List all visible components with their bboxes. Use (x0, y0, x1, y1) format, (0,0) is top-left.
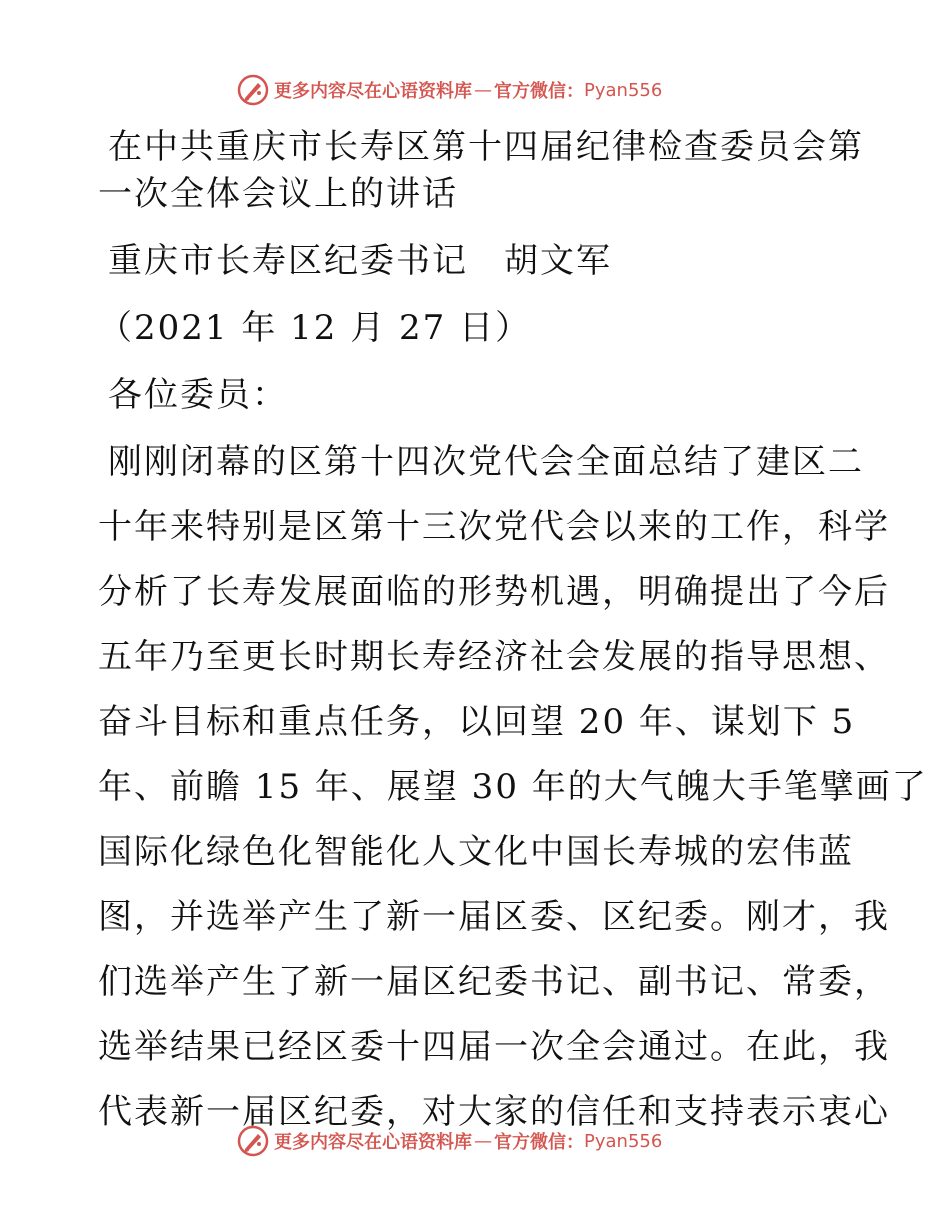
pen-logo-icon (236, 73, 270, 107)
body-line: 选举结果已经区委十四届一次全会通过。在此，我 (98, 1027, 890, 1067)
body-line: 们选举产生了新一届区纪委书记、副书记、常委， (98, 962, 890, 1002)
watermark-separator: — (474, 79, 492, 101)
body-line: 刚刚闭幕的区第十四次党代会全面总结了建区二 (108, 442, 864, 482)
body-line: 奋斗目标和重点任务，以回望 20 年、谋划下 5 (98, 702, 856, 742)
body-line: 五年乃至更长时期长寿经济社会发展的指导思想、 (98, 637, 890, 677)
body-line: 代表新一届区纪委，对大家的信任和支持表示衷心 (98, 1092, 890, 1132)
watermark-label: 官方微信： (494, 81, 584, 102)
watermark-footer (236, 1123, 662, 1159)
salutation: 各位委员： (108, 375, 288, 415)
title-line-1: 在中共重庆市长寿区第十四届纪律检查委员会第 (108, 127, 864, 167)
title-line-2: 一次全体会议上的讲话 (98, 174, 458, 214)
speaker: 重庆市长寿区纪委书记 胡文军 (108, 241, 612, 281)
watermark-label: 官方微信： (494, 1132, 584, 1153)
body-line: 十年来特别是区第十三次党代会以来的工作，科学 (98, 507, 890, 547)
watermark-text: 更多内容尽在心语资料库 (274, 81, 472, 102)
body-line: 分析了长寿发展面临的形势机遇，明确提出了今后 (98, 572, 890, 612)
pen-logo-icon (236, 1124, 270, 1158)
watermark-separator: — (474, 1130, 492, 1152)
watermark-account: Pyan556 (584, 1130, 663, 1152)
watermark-header (236, 72, 662, 108)
date: （2021 年 12 月 27 日） (98, 308, 532, 348)
body-line: 国际化绿色化智能化人文化中国长寿城的宏伟蓝 (98, 832, 854, 872)
watermark-account: Pyan556 (584, 79, 663, 101)
document-body (98, 124, 928, 1136)
body-line: 年、前瞻 15 年、展望 30 年的大气魄大手笔擘画了 (98, 767, 928, 807)
watermark-text: 更多内容尽在心语资料库 (274, 1132, 472, 1153)
body-line: 图，并选举产生了新一届区委、区纪委。刚才，我 (98, 897, 890, 937)
